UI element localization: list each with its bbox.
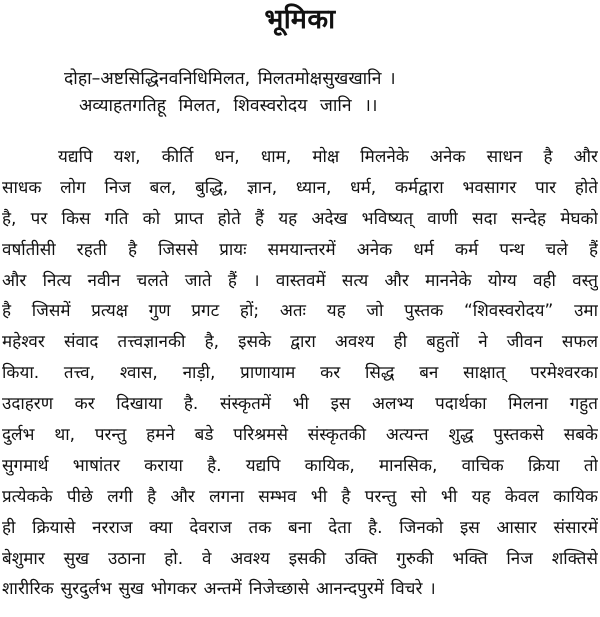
paragraph-line: शारीरिक सुरदुर्लभ सुख भोगकर अन्तमें निजेच्छासे आनन्दपुरमें विचरे ।: [2, 579, 436, 600]
paragraph-line: साधक लोग निज बल, बुद्धि, ज्ञान, ध्यान, धर्म, कर्मद्वारा भवसागर पार होते: [2, 177, 598, 198]
paragraph-line: प्रत्येकके पीछे लगी है और लगना सम्भव भी है परन्तु सो भी यह केवल कायिक: [2, 486, 598, 507]
body-paragraph: [2, 142, 598, 605]
paragraph-line: यद्यपि यश, कीर्ति धन, धाम, मोक्ष मिलनेके अनेक साधन है और: [58, 147, 598, 167]
page-title: भूमिका: [264, 4, 336, 35]
paragraph-line: ही क्रियासे नरराज क्या देवराज तक बना देता है. जिनको इस आसार संसारमें: [2, 517, 598, 538]
paragraph-line: है जिसमें प्रत्यक्ष गुण प्रगट हों; अतः यह जो पुस्तक “शिवस्वरोदय” उमा: [2, 301, 598, 322]
paragraph-line: है, पर किस गति को प्राप्त होते हैं यह अदेख भविष्यत् वाणी सदा सन्देह मेघको: [2, 208, 598, 229]
paragraph-line: उदाहरण कर दिखाया है. संस्कृतमें भी इस अलभ्य पदार्थका मिलना गहुत: [2, 394, 598, 415]
paragraph-line: वर्षातीसी रहती है जिससे प्रायः समयान्तरमें अनेक धर्म कर्म पन्थ चले हैं: [2, 239, 598, 260]
paragraph-line: किया. तत्त्व, श्वास, नाड़ी, प्राणायाम कर सिद्ध बन साक्षात् परमेश्वरका: [2, 363, 598, 384]
paragraph-line: और नित्य नवीन चलते जाते हैं । वास्तवमें सत्य और माननेके योग्य वही वस्तु: [2, 270, 598, 291]
verse-line-1: दोहा–अष्टसिद्धिनवनिधिमिलत, मिलतमोक्षसुखखानि ।: [64, 69, 396, 89]
paragraph-line: बेशुमार सुख उठाना हो. वे अवश्य इसकी उक्ति गुरुकी भक्ति निज शक्तिसे: [2, 548, 598, 569]
paragraph-line: सुगमार्थ भाषांतर कराया है. यद्यपि कायिक, मानसिक, वाचिक क्रिया तो: [2, 455, 598, 476]
paragraph-line: महेश्वर संवाद तत्त्वज्ञानकी है, इसके द्वारा अवश्य ही बहुतों ने जीवन सफल: [2, 332, 598, 353]
paragraph-line: दुर्लभ था, परन्तु हमने बडे परिश्रमसे संस्कृतकी अत्यन्त शुद्ध पुस्तकसे सबके: [2, 425, 598, 446]
verse-line-2: अव्याहतगतिहू मिलत, शिवस्वरोदय जानि ।।: [79, 96, 378, 116]
